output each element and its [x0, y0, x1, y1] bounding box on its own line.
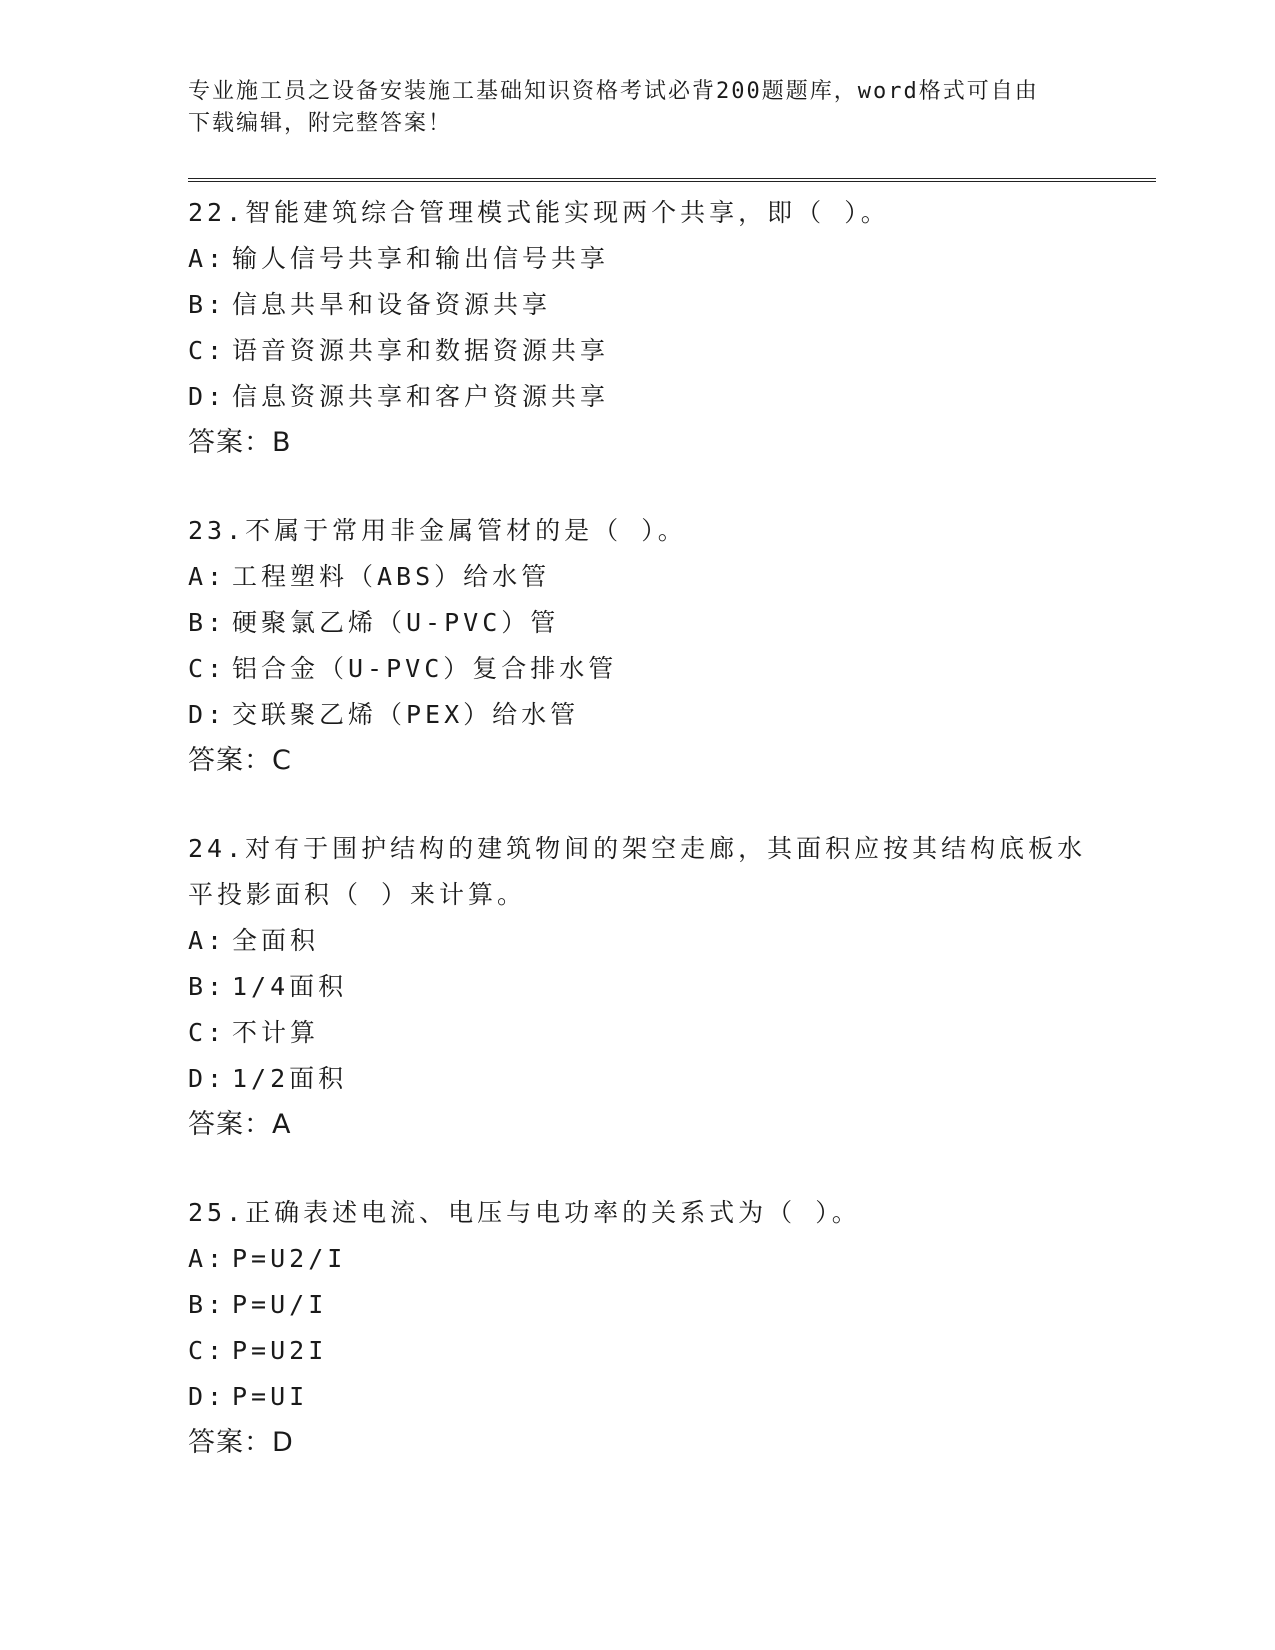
header-divider: [188, 178, 1156, 182]
option-text: 信息共旱和设备资源共享: [232, 290, 552, 319]
option-text: P=U/I: [232, 1290, 328, 1319]
option-key: C:: [188, 1018, 227, 1047]
option-text: P=U2/I: [232, 1244, 347, 1273]
question-22: [188, 190, 1088, 466]
option-key: C:: [188, 654, 227, 683]
option-text: 1/4面积: [232, 972, 348, 1001]
option-key: C:: [188, 1336, 227, 1365]
question-24: [188, 826, 1088, 1148]
document-header: [188, 76, 1088, 140]
option-text: P=UI: [232, 1382, 309, 1411]
option-key: C:: [188, 336, 227, 365]
option-key: D:: [188, 1064, 227, 1093]
option-a: [188, 918, 1088, 964]
answer-line: 答案：B: [188, 427, 292, 458]
option-text: 不计算: [232, 1018, 320, 1047]
question-25: [188, 1190, 1088, 1466]
question-list: [188, 190, 1088, 1508]
option-text: 输人信号共享和输出信号共享: [232, 244, 610, 273]
option-key: D:: [188, 382, 227, 411]
option-text: P=U2I: [232, 1336, 328, 1365]
header-line-2: 下载编辑，附完整答案！: [188, 111, 453, 136]
option-key: D:: [188, 700, 227, 729]
option-a: [188, 236, 1088, 282]
option-text: 交联聚乙烯（PEX）给水管: [232, 700, 580, 729]
option-key: B:: [188, 1290, 227, 1319]
option-text: 铝合金（U-PVC）复合排水管: [232, 654, 618, 683]
question-stem: 23.不属于常用非金属管材的是（ ）。: [188, 516, 687, 545]
option-key: B:: [188, 608, 227, 637]
option-a: [188, 554, 1088, 600]
option-key: A:: [188, 562, 227, 591]
answer-line: 答案：D: [188, 1427, 294, 1458]
option-text: 信息资源共享和客户资源共享: [232, 382, 610, 411]
option-b: [188, 1282, 1088, 1328]
option-c: [188, 328, 1088, 374]
header-line-1: 专业施工员之设备安装施工基础知识资格考试必背200题题库，word格式可自由: [188, 79, 1039, 104]
option-text: 工程塑料（ABS）给水管: [232, 562, 551, 591]
answer-line: 答案：C: [188, 745, 292, 776]
question-stem: 22.智能建筑综合管理模式能实现两个共享，即（ ）。: [188, 198, 890, 227]
option-d: [188, 1056, 1088, 1102]
option-key: A:: [188, 926, 227, 955]
option-key: D:: [188, 1382, 227, 1411]
option-a: [188, 1236, 1088, 1282]
option-text: 语音资源共享和数据资源共享: [232, 336, 610, 365]
option-c: [188, 646, 1088, 692]
question-stem: 24.对有于围护结构的建筑物间的架空走廊，其面积应按其结构底板水平投影面积（ ）来计算。: [188, 834, 1087, 909]
option-c: [188, 1010, 1088, 1056]
option-b: [188, 600, 1088, 646]
option-key: B:: [188, 290, 227, 319]
answer-line: 答案：A: [188, 1109, 292, 1140]
option-b: [188, 282, 1088, 328]
option-text: 硬聚氯乙烯（U-PVC）管: [232, 608, 560, 637]
option-text: 1/2面积: [232, 1064, 348, 1093]
option-b: [188, 964, 1088, 1010]
option-key: B:: [188, 972, 227, 1001]
option-text: 全面积: [232, 926, 320, 955]
question-23: [188, 508, 1088, 784]
option-c: [188, 1328, 1088, 1374]
option-d: [188, 1374, 1088, 1420]
option-key: A:: [188, 1244, 227, 1273]
option-key: A:: [188, 244, 227, 273]
question-stem: 25.正确表述电流、电压与电功率的关系式为（ ）。: [188, 1198, 861, 1227]
option-d: [188, 692, 1088, 738]
option-d: [188, 374, 1088, 420]
